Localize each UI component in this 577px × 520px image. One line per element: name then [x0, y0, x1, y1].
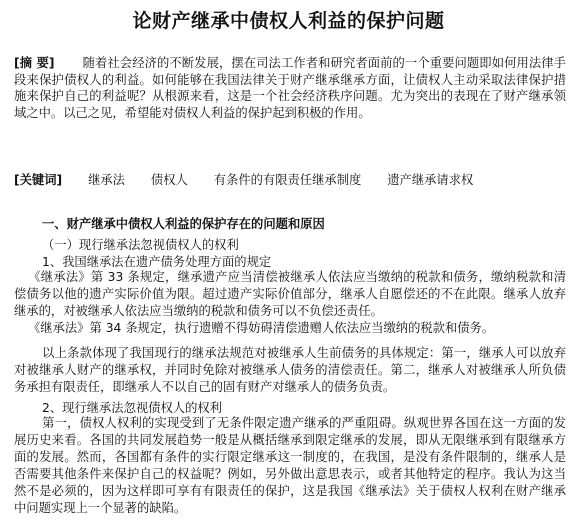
subsection-heading: （一）现行继承法忽视债权人的权利: [42, 238, 239, 252]
section-heading: 一、财产继承中债权人利益的保护存在的问题和原因: [42, 217, 325, 231]
body-paragraph: [14, 269, 566, 337]
keywords-line: [14, 170, 566, 188]
sub-subsection-heading: 2、现行继承法忽视债权人的权利: [42, 401, 222, 415]
keyword-item: 遗产继承请求权: [387, 173, 474, 187]
abstract-text: 随着社会经济的不断发展，摆在司法工作者和研究者面前的一个重要问题即如何用法律手段来保护债权人的利益。如何能够在我国法律关于财产继承继承方面，让债权人主动采取法律保护措施来保护自己的利益呢？从根源来看，这是一个社会经济秩序问题。尤为突出的表现在了财产继承领域之中。以己之见，希望能对债权人利益的保护起到积极的作用。: [14, 56, 566, 120]
body-text: 第一，债权人权利的实现受到了无条件限定遗产继承的严重阻碍。纵观世界各国在这一方面的发展历史来看。各国的共同发展趋势一般是从概括继承到限定继承的发展，即从无限继承到有限继承方面的发展。然而，各国都有条件的实行限定继承这一制度的，在我国，是没有条件限制的，继承人是否需要其他条件来保护自己的权益呢？例如，另外做出意思表示，或者其他特定的程序。我认为这当然不是必须的，因为这样即可享有有限责任的保护，这是我国《继承法》关于债权人权利在财产继承中问题实现上一个显著的缺陷。: [14, 416, 566, 515]
keyword-item: 债权人: [150, 173, 188, 187]
abstract-paragraph: [14, 55, 566, 121]
keyword-item: 有条件的有限责任继承制度: [213, 173, 362, 187]
document-title: 论财产继承中债权人利益的保护问题: [132, 10, 445, 32]
sub-subsection-heading: 1、我国继承法在遗产债务处理方面的规定: [42, 255, 272, 269]
body-paragraph: [14, 415, 566, 517]
abstract-label: [摘 要]: [14, 56, 55, 70]
body-text: 《继承法》第 34 条规定，执行遗赠不得妨碍清偿遗赠人依法应当缴纳的税款和债务。: [28, 321, 495, 335]
keyword-item: 继承法: [88, 173, 125, 187]
body-text: 以上条款体现了我国现行的继承法规范对被继承人生前债务的具体规定：第一，继承人可以放弃对被继承人财产的继承权，并同时免除对被继承人债务的清偿责任。第二，继承人对被继承人所负债务承担有限责任，即继承人不以自己的固有财产对继承人的债务负责。: [14, 346, 566, 394]
body-paragraph: [14, 345, 566, 396]
keywords-label: [关键词]: [14, 173, 63, 187]
body-text: 《继承法》第 33 条规定，继承遗产应当清偿被继承人依法应当缴纳的税款和债务，缴纳税款和清偿债务以他的遗产实际价值为限。超过遗产实际价值部分，继承人自愿偿还的不在此限。继承人放弃继承的，对被继承人依法应当缴纳的税款和债务可以不负偿还责任。: [14, 270, 566, 318]
